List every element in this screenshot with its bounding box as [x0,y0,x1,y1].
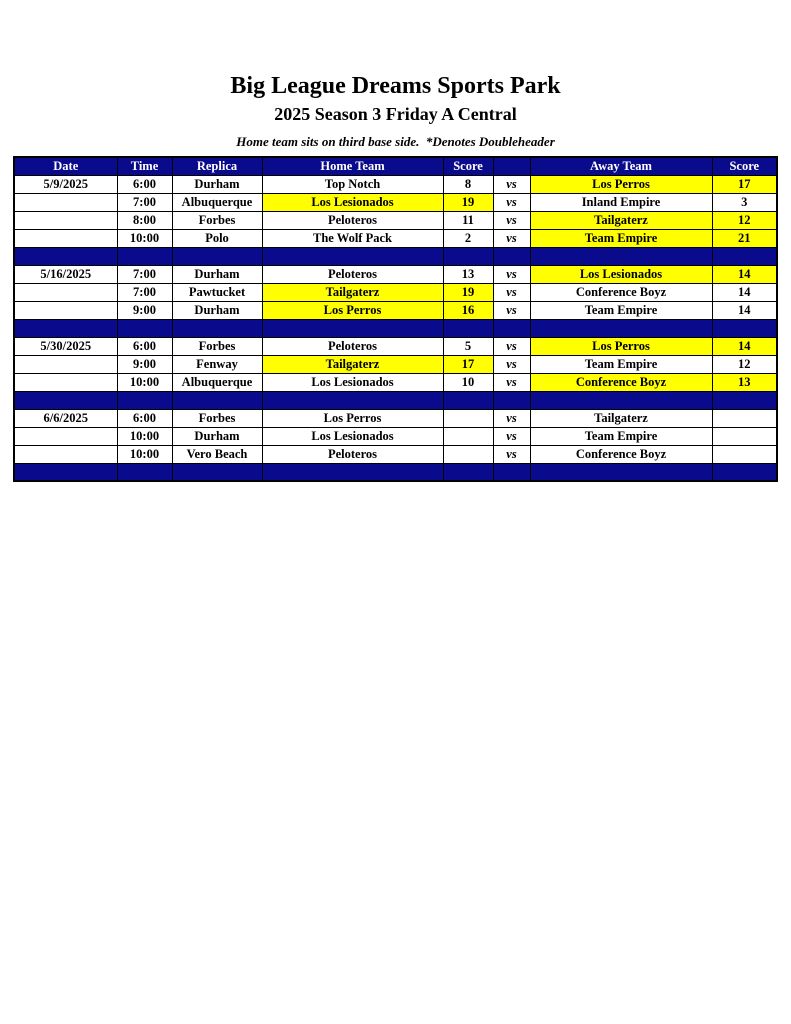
home-score-cell [443,445,493,463]
separator-cell [493,391,530,409]
date-cell [14,427,117,445]
replica-cell: Polo [172,229,262,247]
column-header-time: Time [117,157,172,175]
separator-row [14,391,777,409]
home-score-cell: 2 [443,229,493,247]
away-team-cell: Inland Empire [530,193,712,211]
home-team-cell: Peloteros [262,265,443,283]
away-team-cell: Team Empire [530,229,712,247]
vs-cell: vs [493,265,530,283]
game-row [14,283,777,301]
date-cell [14,445,117,463]
time-cell: 6:00 [117,409,172,427]
away-score-cell: 13 [712,373,777,391]
home-score-cell: 5 [443,337,493,355]
away-team-cell: Los Lesionados [530,265,712,283]
vs-cell: vs [493,229,530,247]
separator-cell [172,463,262,481]
separator-row [14,463,777,481]
home-team-cell: Tailgaterz [262,283,443,301]
replica-cell: Pawtucket [172,283,262,301]
time-cell: 10:00 [117,373,172,391]
date-cell [14,211,117,229]
home-score-cell: 19 [443,283,493,301]
replica-cell: Durham [172,427,262,445]
home-team-cell: Los Lesionados [262,427,443,445]
separator-cell [712,319,777,337]
away-team-cell: Conference Boyz [530,373,712,391]
page-note: Home team sits on third base side. *Denotes Doubleheader [236,134,555,150]
home-team-cell: Peloteros [262,337,443,355]
home-score-cell: 17 [443,355,493,373]
separator-cell [530,319,712,337]
separator-cell [443,247,493,265]
separator-cell [712,463,777,481]
replica-cell: Albuquerque [172,373,262,391]
header-row [14,157,777,175]
replica-cell: Forbes [172,337,262,355]
home-score-cell: 16 [443,301,493,319]
column-header-date: Date [14,157,117,175]
home-score-cell [443,409,493,427]
vs-cell: vs [493,337,530,355]
separator-cell [530,463,712,481]
away-team-cell: Conference Boyz [530,445,712,463]
away-score-cell [712,427,777,445]
game-row [14,445,777,463]
home-score-cell: 8 [443,175,493,193]
time-cell: 10:00 [117,229,172,247]
column-header-vs [493,157,530,175]
away-score-cell [712,409,777,427]
home-team-cell: Los Perros [262,301,443,319]
away-team-cell: Team Empire [530,427,712,445]
vs-cell: vs [493,373,530,391]
date-cell [14,193,117,211]
time-cell: 9:00 [117,301,172,319]
separator-cell [443,391,493,409]
away-team-cell: Los Perros [530,337,712,355]
time-cell: 10:00 [117,427,172,445]
time-cell: 7:00 [117,193,172,211]
replica-cell: Fenway [172,355,262,373]
separator-cell [172,319,262,337]
column-header-replica: Replica [172,157,262,175]
home-team-cell: The Wolf Pack [262,229,443,247]
separator-cell [117,247,172,265]
separator-cell [262,319,443,337]
date-cell: 6/6/2025 [14,409,117,427]
away-team-cell: Los Perros [530,175,712,193]
home-score-cell: 13 [443,265,493,283]
separator-cell [14,319,117,337]
separator-cell [14,463,117,481]
home-score-cell: 10 [443,373,493,391]
away-score-cell: 14 [712,283,777,301]
time-cell: 9:00 [117,355,172,373]
game-row [14,229,777,247]
separator-cell [493,247,530,265]
date-cell: 5/16/2025 [14,265,117,283]
replica-cell: Albuquerque [172,193,262,211]
separator-cell [117,391,172,409]
column-header-home-score: Score [443,157,493,175]
game-row [14,355,777,373]
away-score-cell: 14 [712,337,777,355]
time-cell: 7:00 [117,283,172,301]
date-cell [14,301,117,319]
separator-cell [530,247,712,265]
vs-cell: vs [493,445,530,463]
separator-row [14,247,777,265]
separator-cell [172,247,262,265]
page-subtitle: 2025 Season 3 Friday A Central [274,103,517,124]
separator-cell [262,463,443,481]
replica-cell: Durham [172,175,262,193]
away-score-cell: 3 [712,193,777,211]
away-score-cell: 12 [712,211,777,229]
date-cell: 5/30/2025 [14,337,117,355]
column-header-home-team: Home Team [262,157,443,175]
home-team-cell: Peloteros [262,445,443,463]
vs-cell: vs [493,355,530,373]
away-team-cell: Team Empire [530,301,712,319]
game-row [14,373,777,391]
away-team-cell: Team Empire [530,355,712,373]
replica-cell: Durham [172,265,262,283]
vs-cell: vs [493,211,530,229]
separator-cell [14,247,117,265]
game-row [14,301,777,319]
separator-cell [117,319,172,337]
date-cell [14,283,117,301]
separator-cell [712,247,777,265]
vs-cell: vs [493,193,530,211]
schedule-table [13,156,778,482]
time-cell: 10:00 [117,445,172,463]
time-cell: 6:00 [117,175,172,193]
time-cell: 7:00 [117,265,172,283]
vs-cell: vs [493,409,530,427]
separator-cell [493,319,530,337]
away-team-cell: Tailgaterz [530,409,712,427]
time-cell: 8:00 [117,211,172,229]
game-row [14,193,777,211]
schedule-table-header [14,157,777,175]
separator-row [14,319,777,337]
home-score-cell: 19 [443,193,493,211]
separator-cell [443,319,493,337]
away-score-cell: 12 [712,355,777,373]
separator-cell [117,463,172,481]
page-title: Big League Dreams Sports Park [230,73,561,99]
home-score-cell: 11 [443,211,493,229]
game-row [14,427,777,445]
schedule-table-body [14,175,777,481]
away-score-cell: 14 [712,265,777,283]
home-team-cell: Los Perros [262,409,443,427]
separator-cell [712,391,777,409]
game-row [14,175,777,193]
away-score-cell [712,445,777,463]
date-cell: 5/9/2025 [14,175,117,193]
separator-cell [493,463,530,481]
vs-cell: vs [493,175,530,193]
home-team-cell: Peloteros [262,211,443,229]
home-team-cell: Tailgaterz [262,355,443,373]
vs-cell: vs [493,427,530,445]
vs-cell: vs [493,301,530,319]
home-team-cell: Top Notch [262,175,443,193]
vs-cell: vs [493,283,530,301]
column-header-away-score: Score [712,157,777,175]
game-row [14,409,777,427]
separator-cell [172,391,262,409]
replica-cell: Forbes [172,409,262,427]
home-team-cell: Los Lesionados [262,193,443,211]
date-cell [14,229,117,247]
replica-cell: Forbes [172,211,262,229]
date-cell [14,373,117,391]
away-score-cell: 21 [712,229,777,247]
game-row [14,265,777,283]
replica-cell: Vero Beach [172,445,262,463]
separator-cell [14,391,117,409]
column-header-away-team: Away Team [530,157,712,175]
away-score-cell: 14 [712,301,777,319]
game-row [14,211,777,229]
date-cell [14,355,117,373]
separator-cell [530,391,712,409]
game-row [14,337,777,355]
separator-cell [443,463,493,481]
away-team-cell: Conference Boyz [530,283,712,301]
separator-cell [262,391,443,409]
home-score-cell [443,427,493,445]
away-team-cell: Tailgaterz [530,211,712,229]
home-team-cell: Los Lesionados [262,373,443,391]
replica-cell: Durham [172,301,262,319]
away-score-cell: 17 [712,175,777,193]
separator-cell [262,247,443,265]
time-cell: 6:00 [117,337,172,355]
